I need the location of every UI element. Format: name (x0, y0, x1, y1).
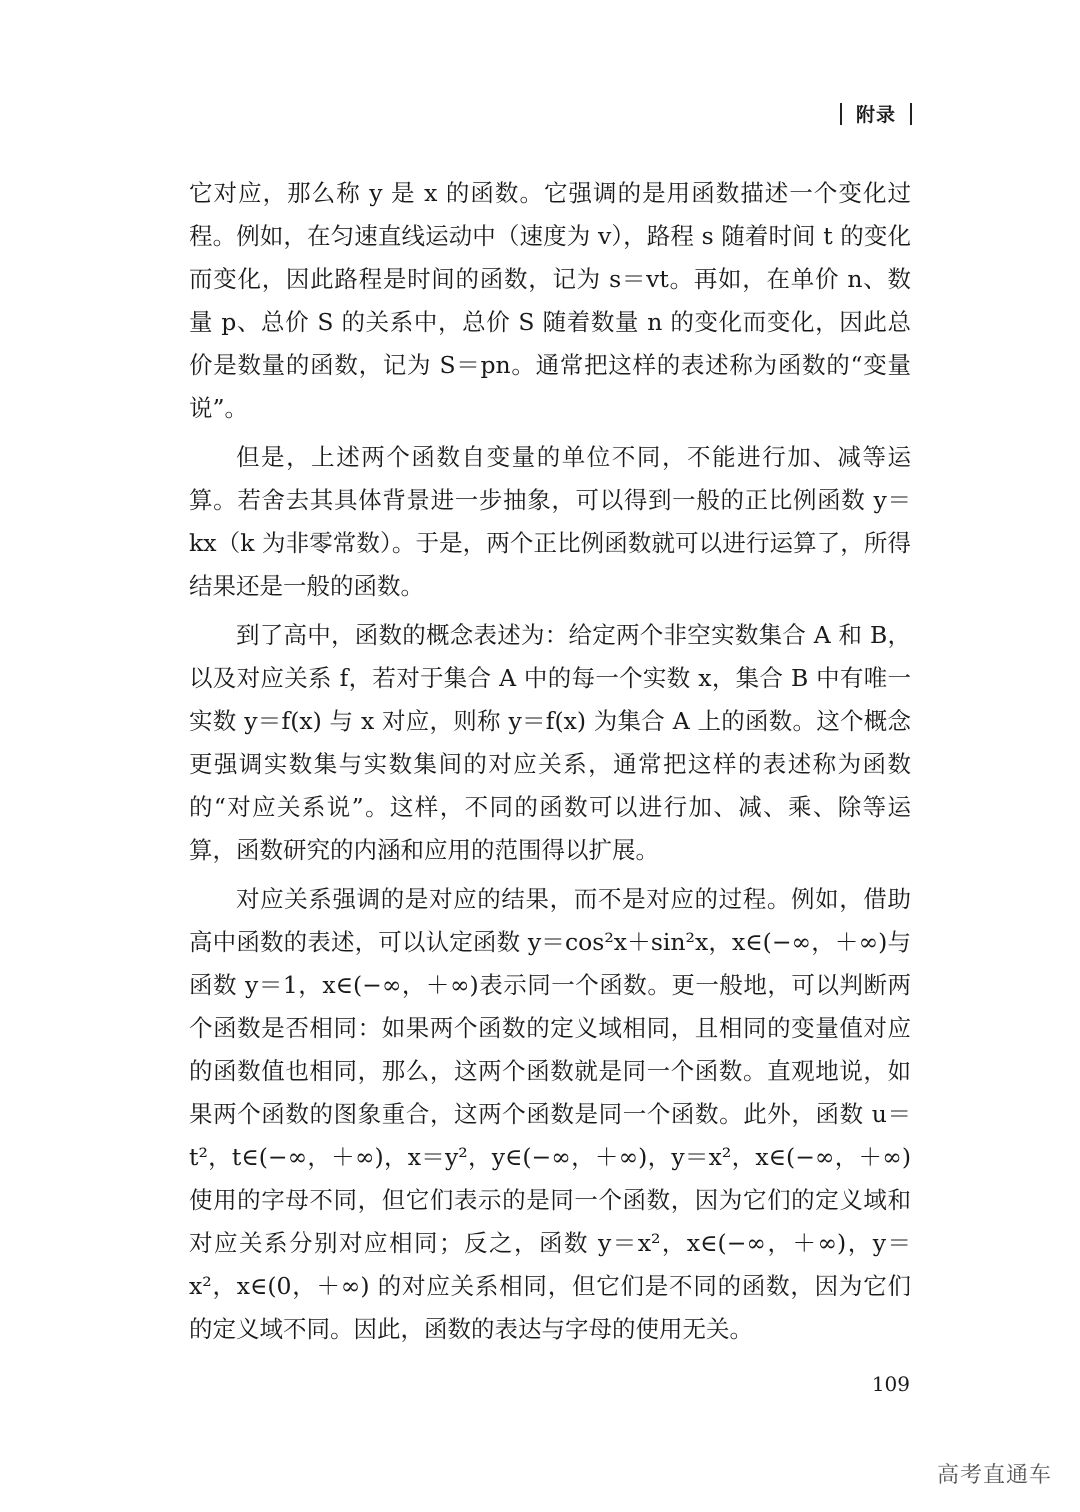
header-left-rule (840, 103, 842, 125)
page-number: 109 (871, 1372, 910, 1396)
header-right-rule (910, 103, 912, 125)
section-title: 附录 (855, 104, 896, 126)
paragraph-2: 但是，上述两个函数自变量的单位不同，不能进行加、减等运算。若舍去其具体背景进一步抽象，可以得到一般的正比例函数 y＝kx（k 为非零常数）。于是，两个正比例函数就可以进行运算了，所得结果还是一般的函数。 (189, 443, 911, 600)
watermark-text: 高考直通车 (936, 1463, 1052, 1488)
running-header (840, 100, 912, 127)
body-text (189, 172, 911, 1357)
paragraph-1: 它对应，那么称 y 是 x 的函数。它强调的是用函数描述一个变化过程。例如，在匀速直线运动中（速度为 v），路程 s 随着时间 t 的变化而变化，因此路程是时间的函数，记为 s＝vt。再如，在单价 n、数量 p、总价 S 的关系中，总价 S 随着数量 n 的变化而变化，因此总价是数量的函数，记为 S＝pn。通常把这样的表述称为函数的“变量说”。 (189, 179, 911, 422)
paragraph-3: 到了高中，函数的概念表述为：给定两个非空实数集合 A 和 B，以及对应关系 f，若对于集合 A 中的每一个实数 x，集合 B 中有唯一实数 y＝f(x) 与 x 对应，则称 y＝f(x) 为集合 A 上的函数。这个概念更强调实数集与实数集间的对应关系，通常把这样的表述称为函数的“对应关系说”。这样，不同的函数可以进行加、减、乘、除等运算，函数研究的内涵和应用的范围得以扩展。 (189, 621, 911, 864)
paragraph-4: 对应关系强调的是对应的结果，而不是对应的过程。例如，借助高中函数的表述，可以认定函数 y＝cos²x＋sin²x，x∈(−∞，＋∞)与函数 y＝1，x∈(−∞，＋∞)表示同一个函数。更一般地，可以判断两个函数是否相同：如果两个函数的定义域相同，且相同的变量值对应的函数值也相同，那么，这两个函数就是同一个函数。直观地说，如果两个函数的图象重合，这两个函数是同一个函数。此外，函数 u＝t²，t∈(−∞，＋∞)，x＝y²，y∈(−∞，＋∞)，y＝x²，x∈(−∞，＋∞) 使用的字母不同，但它们表示的是同一个函数，因为它们的定义域和对应关系分别对应相同；反之，函数 y＝x²，x∈(−∞，＋∞)，y＝x²，x∈(0，＋∞) 的对应关系相同，但它们是不同的函数，因为它们的定义域不同。因此，函数的表达与字母的使用无关。 (189, 885, 911, 1343)
